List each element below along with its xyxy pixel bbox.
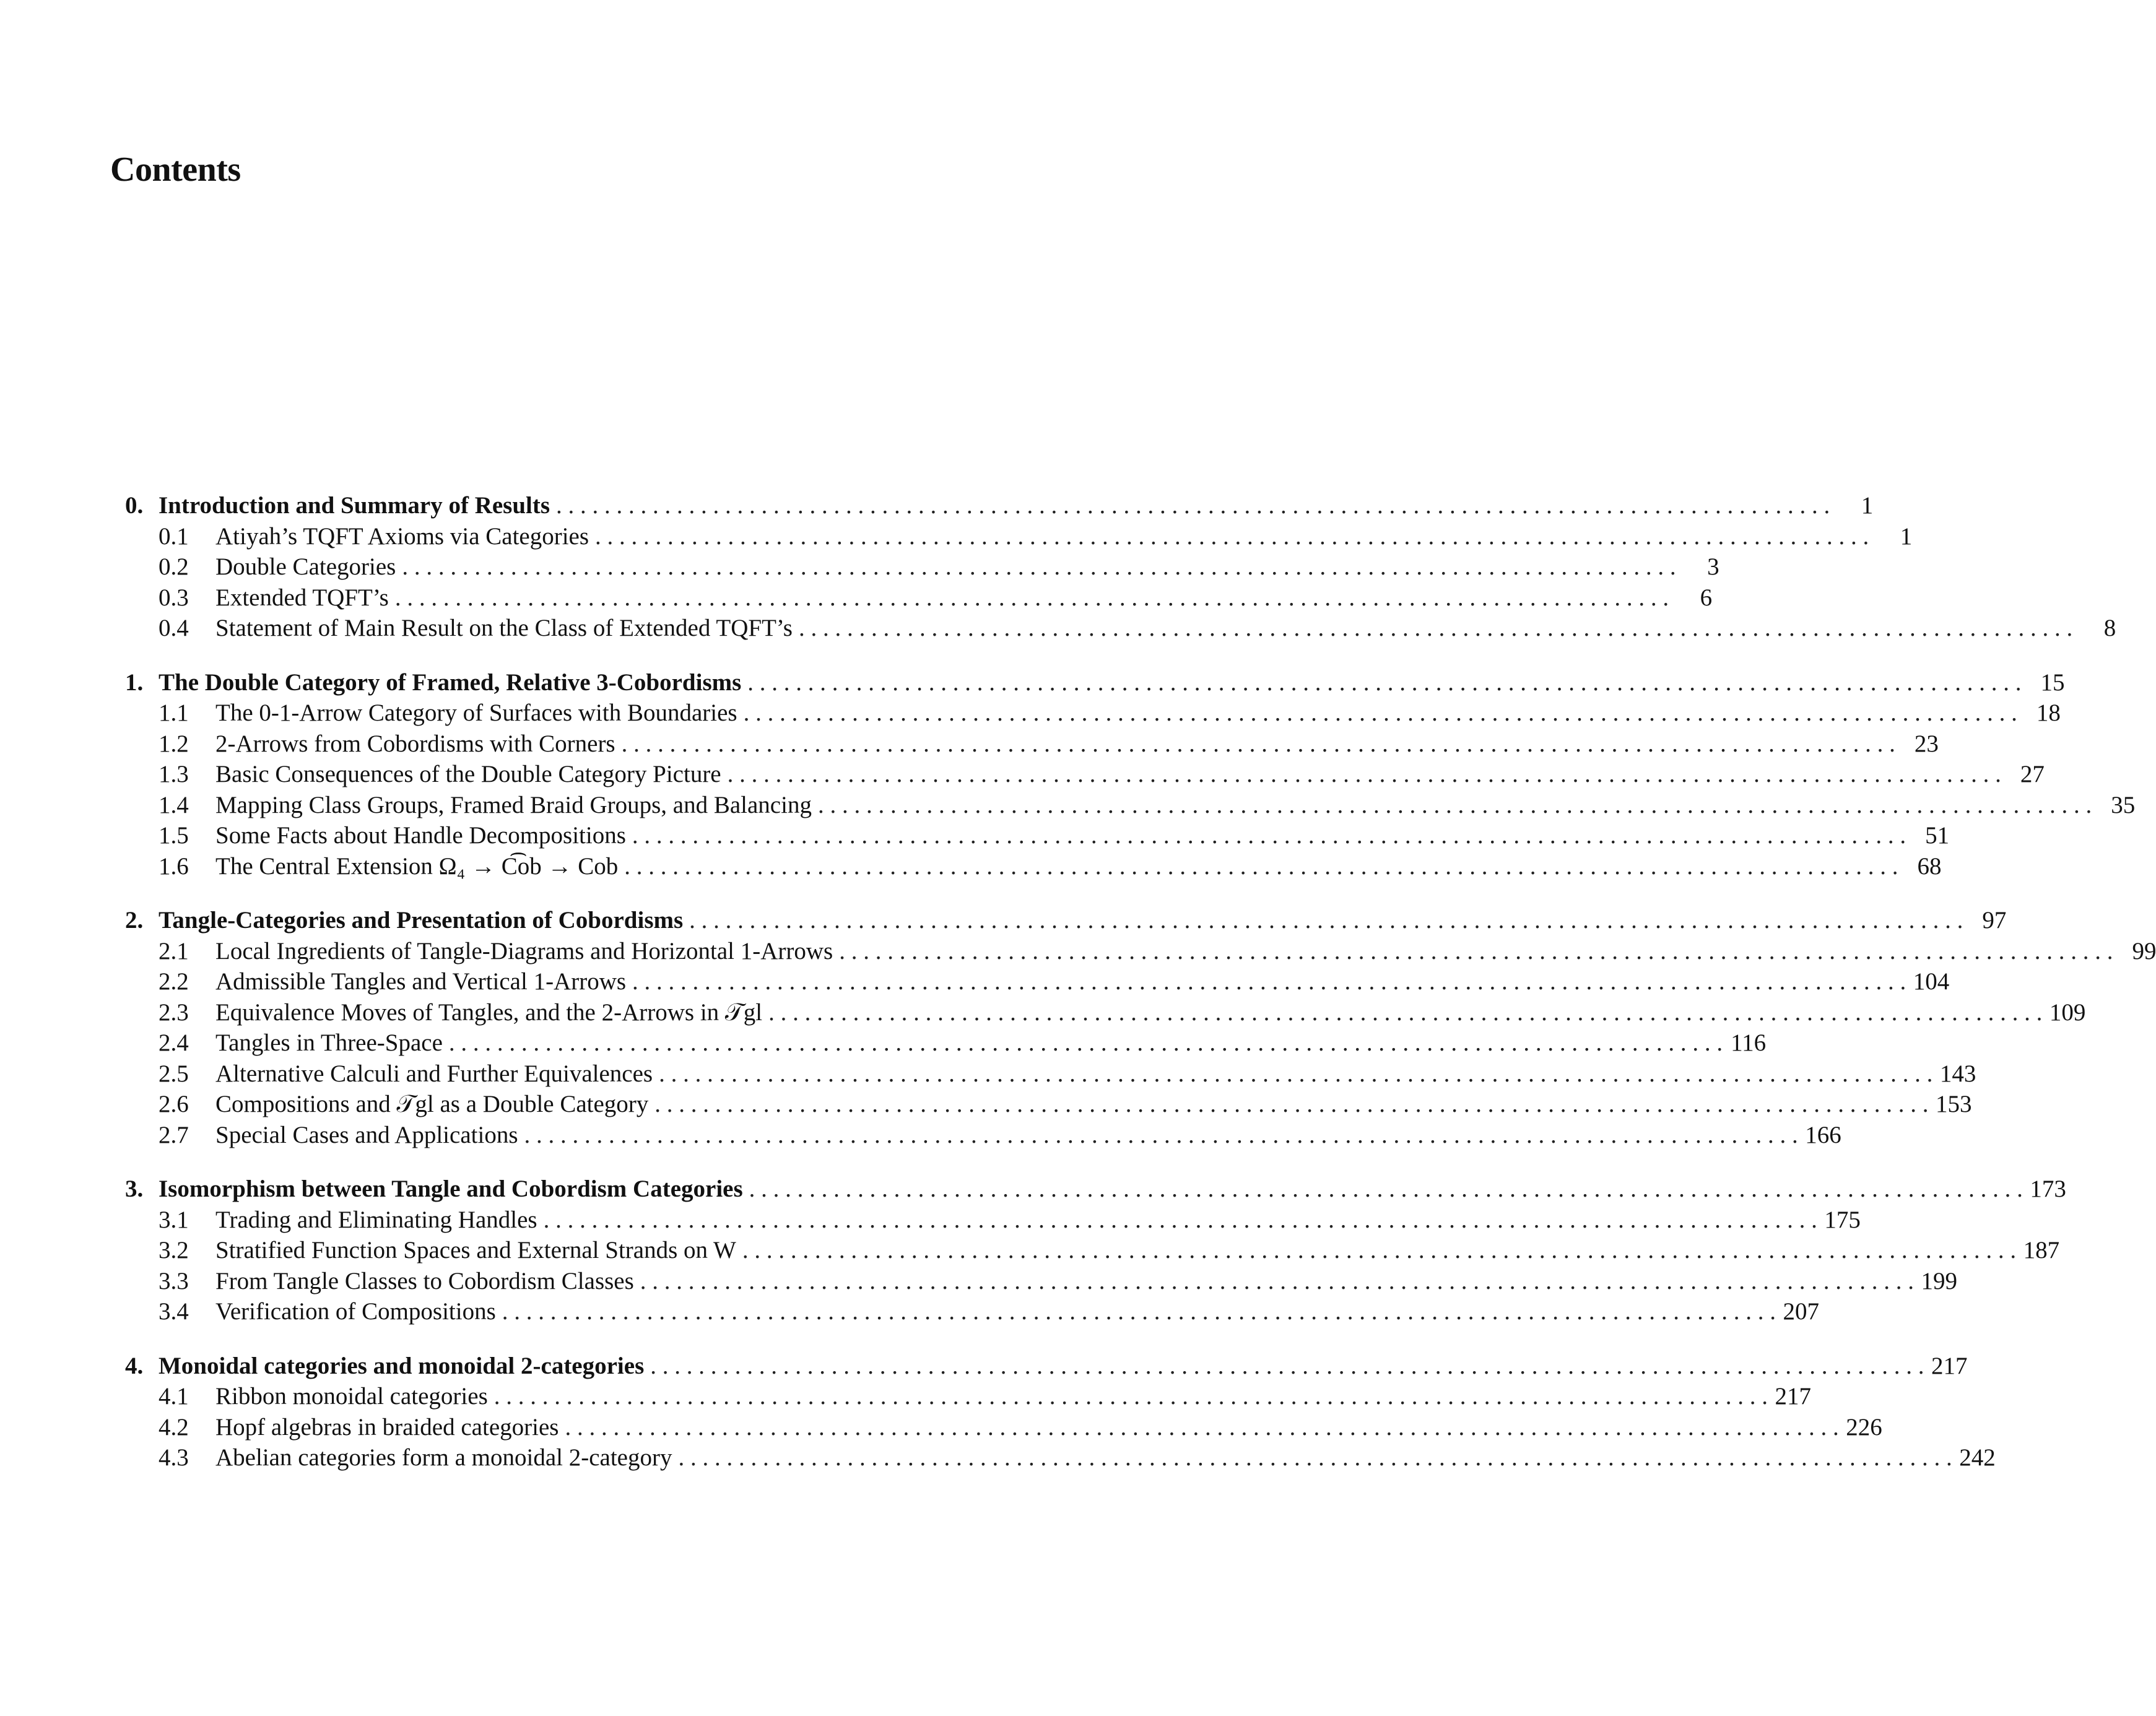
section-entry[interactable] xyxy=(125,851,1942,882)
page-number: 18 xyxy=(2036,700,2061,726)
page-number: 1 xyxy=(1861,492,1874,519)
dot-leader xyxy=(678,1442,1952,1473)
section-entry[interactable] xyxy=(125,759,2045,790)
section-title: Some Facts about Handle Decompositions xyxy=(215,822,626,849)
page-number: 8 xyxy=(2103,615,2116,641)
dot-leader xyxy=(624,851,1898,882)
section-title: Trading and Eliminating Handles xyxy=(215,1206,537,1233)
chapter-entry[interactable] xyxy=(125,667,2065,698)
section-entry[interactable] xyxy=(125,820,1950,851)
chapter-number: 4. xyxy=(125,1352,144,1379)
section-title: Alternative Calculi and Further Equivalences xyxy=(215,1060,653,1087)
page-number: 175 xyxy=(1824,1206,1861,1233)
dot-leader xyxy=(650,1351,1924,1382)
section-title: Equivalence Moves of Tangles, and the 2-Arrows in 𝒯gl xyxy=(215,999,763,1026)
section-entry[interactable] xyxy=(125,790,2136,821)
page-number: 35 xyxy=(2111,791,2136,818)
chapter-entry[interactable] xyxy=(125,490,1874,521)
dot-leader xyxy=(502,1296,1776,1327)
dot-leader xyxy=(839,936,2113,967)
page-number: 199 xyxy=(1921,1267,1958,1294)
section-title: Local Ingredients of Tangle-Diagrams and Horizontal 1-Arrows xyxy=(215,937,833,964)
dot-leader xyxy=(659,1059,1932,1090)
dot-leader xyxy=(742,1235,2016,1266)
section-title: Verification of Compositions xyxy=(215,1298,496,1325)
section-entry[interactable] xyxy=(125,583,1713,613)
section-number: 2.7 xyxy=(159,1121,189,1148)
section-entry[interactable] xyxy=(125,729,1939,760)
chapter-number: 1. xyxy=(125,669,144,696)
page-number: 104 xyxy=(1913,968,1950,995)
section-number: 1.6 xyxy=(159,852,189,880)
section-entry[interactable] xyxy=(125,997,2086,1028)
section-entry[interactable] xyxy=(125,1381,1811,1412)
section-title: 2-Arrows from Cobordisms with Corners xyxy=(215,730,615,757)
section-number: 1.2 xyxy=(159,730,189,757)
page-number: 23 xyxy=(1914,730,1939,757)
page-number: 1 xyxy=(1900,522,1913,550)
dot-leader xyxy=(818,790,2092,821)
section-title: Tangles in Three-Space xyxy=(215,1029,443,1056)
section-title: Extended TQFT’s xyxy=(215,584,389,611)
chapter-number: 3. xyxy=(125,1176,144,1202)
section-number: 2.1 xyxy=(159,937,189,964)
page-number: 187 xyxy=(2023,1237,2060,1263)
section-title: Abelian categories form a monoidal 2-category xyxy=(215,1444,672,1471)
page-title: Contents xyxy=(110,150,241,189)
section-number: 2.4 xyxy=(159,1029,189,1056)
dot-leader xyxy=(595,521,1869,552)
dot-leader xyxy=(654,1089,1928,1120)
section-number: 0.2 xyxy=(159,553,189,580)
section-number: 0.1 xyxy=(159,522,189,550)
dot-leader xyxy=(689,905,1963,936)
section-title: The Central Extension Ω₄ → C͡ob → Cob xyxy=(215,852,619,880)
section-number: 1.5 xyxy=(159,822,189,849)
section-title: Admissible Tangles and Vertical 1-Arrows xyxy=(215,968,627,995)
dot-leader xyxy=(395,583,1669,613)
section-title: Basic Consequences of the Double Category Picture xyxy=(215,761,721,787)
section-entry[interactable] xyxy=(125,1296,1820,1327)
section-title: Mapping Class Groups, Framed Braid Groups, and Balancing xyxy=(215,791,812,818)
section-entry[interactable] xyxy=(125,521,1913,552)
section-title: Atiyah’s TQFT Axioms via Categories xyxy=(215,522,589,550)
section-entry[interactable] xyxy=(125,552,1719,583)
page-number: 27 xyxy=(2020,761,2045,787)
page-number: 153 xyxy=(1936,1091,1972,1117)
section-entry[interactable] xyxy=(125,613,2116,644)
page-number: 217 xyxy=(1931,1352,1968,1379)
section-entry[interactable] xyxy=(125,966,1950,997)
chapter-title: Tangle-Categories and Presentation of Cobordisms xyxy=(159,907,684,934)
section-title: Hopf algebras in braided categories xyxy=(215,1413,559,1441)
dot-leader xyxy=(449,1028,1723,1059)
section-title: Double Categories xyxy=(215,553,396,580)
section-number: 0.4 xyxy=(159,615,189,641)
page-number: 143 xyxy=(1939,1060,1976,1087)
section-number: 2.2 xyxy=(159,968,189,995)
dot-leader xyxy=(744,698,2017,729)
section-entry[interactable] xyxy=(125,1235,2060,1266)
dot-leader xyxy=(494,1381,1768,1412)
dot-leader xyxy=(402,552,1676,583)
section-number: 3.3 xyxy=(159,1267,189,1294)
table-of-contents xyxy=(125,490,2156,1497)
section-entry[interactable] xyxy=(125,1059,1976,1090)
chapter-number: 2. xyxy=(125,907,144,934)
chapter-title: Monoidal categories and monoidal 2-categories xyxy=(159,1352,645,1379)
page-number: 3 xyxy=(1707,553,1719,580)
dot-leader xyxy=(728,759,2001,790)
section-title: Compositions and 𝒯gl as a Double Category xyxy=(215,1091,649,1117)
section-entry[interactable] xyxy=(125,1089,1972,1120)
dot-leader xyxy=(632,820,1906,851)
section-number: 3.4 xyxy=(159,1298,189,1325)
page-number: 173 xyxy=(2030,1176,2066,1202)
page-number: 217 xyxy=(1775,1383,1811,1410)
dot-leader xyxy=(768,997,2042,1028)
dot-leader xyxy=(640,1266,1914,1297)
page-number: 242 xyxy=(1959,1444,1996,1471)
section-entry[interactable] xyxy=(125,1205,1861,1236)
chapter-0 xyxy=(125,490,2116,644)
page-number: 207 xyxy=(1783,1298,1820,1325)
page-number: 51 xyxy=(1925,822,1950,849)
section-entry[interactable] xyxy=(125,698,2061,729)
section-title: Ribbon monoidal categories xyxy=(215,1383,488,1410)
dot-leader xyxy=(544,1205,1817,1236)
section-title: The 0-1-Arrow Category of Surfaces with Boundaries xyxy=(215,700,737,726)
chapter-title: Isomorphism between Tangle and Cobordism Categories xyxy=(159,1176,743,1202)
section-title: From Tangle Classes to Cobordism Classes xyxy=(215,1267,634,1294)
page-number: 166 xyxy=(1805,1121,1841,1148)
dot-leader xyxy=(799,613,2072,644)
chapter-entry[interactable] xyxy=(125,1174,2066,1205)
section-number: 2.6 xyxy=(159,1091,189,1117)
section-number: 4.3 xyxy=(159,1444,189,1471)
page-number: 97 xyxy=(1982,907,2007,934)
dot-leader xyxy=(632,966,1906,997)
section-entry[interactable] xyxy=(125,1120,1841,1151)
section-title: Special Cases and Applications xyxy=(215,1121,518,1148)
chapter-title: Introduction and Summary of Results xyxy=(159,492,550,519)
section-number: 1.3 xyxy=(159,761,189,787)
page-number: 109 xyxy=(2049,999,2086,1026)
section-entry[interactable] xyxy=(125,1028,1767,1059)
section-number: 1.4 xyxy=(159,791,189,818)
chapter-entry[interactable] xyxy=(125,1351,1968,1382)
section-number: 1.1 xyxy=(159,700,189,726)
section-number: 4.2 xyxy=(159,1413,189,1441)
page-number: 15 xyxy=(2040,669,2065,696)
section-number: 2.5 xyxy=(159,1060,189,1087)
dot-leader xyxy=(747,667,2021,698)
chapter-3 xyxy=(125,1174,2066,1327)
page-number: 6 xyxy=(1700,584,1713,611)
page-number: 226 xyxy=(1846,1413,1882,1441)
chapter-2 xyxy=(125,905,2156,1150)
chapter-1 xyxy=(125,667,2136,882)
chapter-number: 0. xyxy=(125,492,144,519)
section-number: 2.3 xyxy=(159,999,189,1026)
section-entry[interactable] xyxy=(125,936,2156,967)
section-entry[interactable] xyxy=(125,1442,1996,1473)
chapter-4 xyxy=(125,1351,1996,1473)
chapter-entry[interactable] xyxy=(125,905,2007,936)
section-entry[interactable] xyxy=(125,1412,1882,1443)
page-number: 68 xyxy=(1917,852,1942,880)
dot-leader xyxy=(565,1412,1838,1443)
section-number: 4.1 xyxy=(159,1383,189,1410)
dot-leader xyxy=(749,1174,2023,1205)
dot-leader xyxy=(556,490,1830,521)
dot-leader xyxy=(622,729,1895,760)
chapter-title: The Double Category of Framed, Relative 3-Cobordisms xyxy=(159,669,742,696)
section-number: 0.3 xyxy=(159,584,189,611)
section-entry[interactable] xyxy=(125,1266,1958,1297)
section-title: Stratified Function Spaces and External Strands on W xyxy=(215,1237,736,1263)
dot-leader xyxy=(524,1120,1798,1151)
page-number: 116 xyxy=(1731,1029,1767,1056)
section-number: 3.2 xyxy=(159,1237,189,1263)
section-number: 3.1 xyxy=(159,1206,189,1233)
section-title: Statement of Main Result on the Class of Extended TQFT’s xyxy=(215,615,793,641)
page-number: 99 xyxy=(2132,937,2156,964)
